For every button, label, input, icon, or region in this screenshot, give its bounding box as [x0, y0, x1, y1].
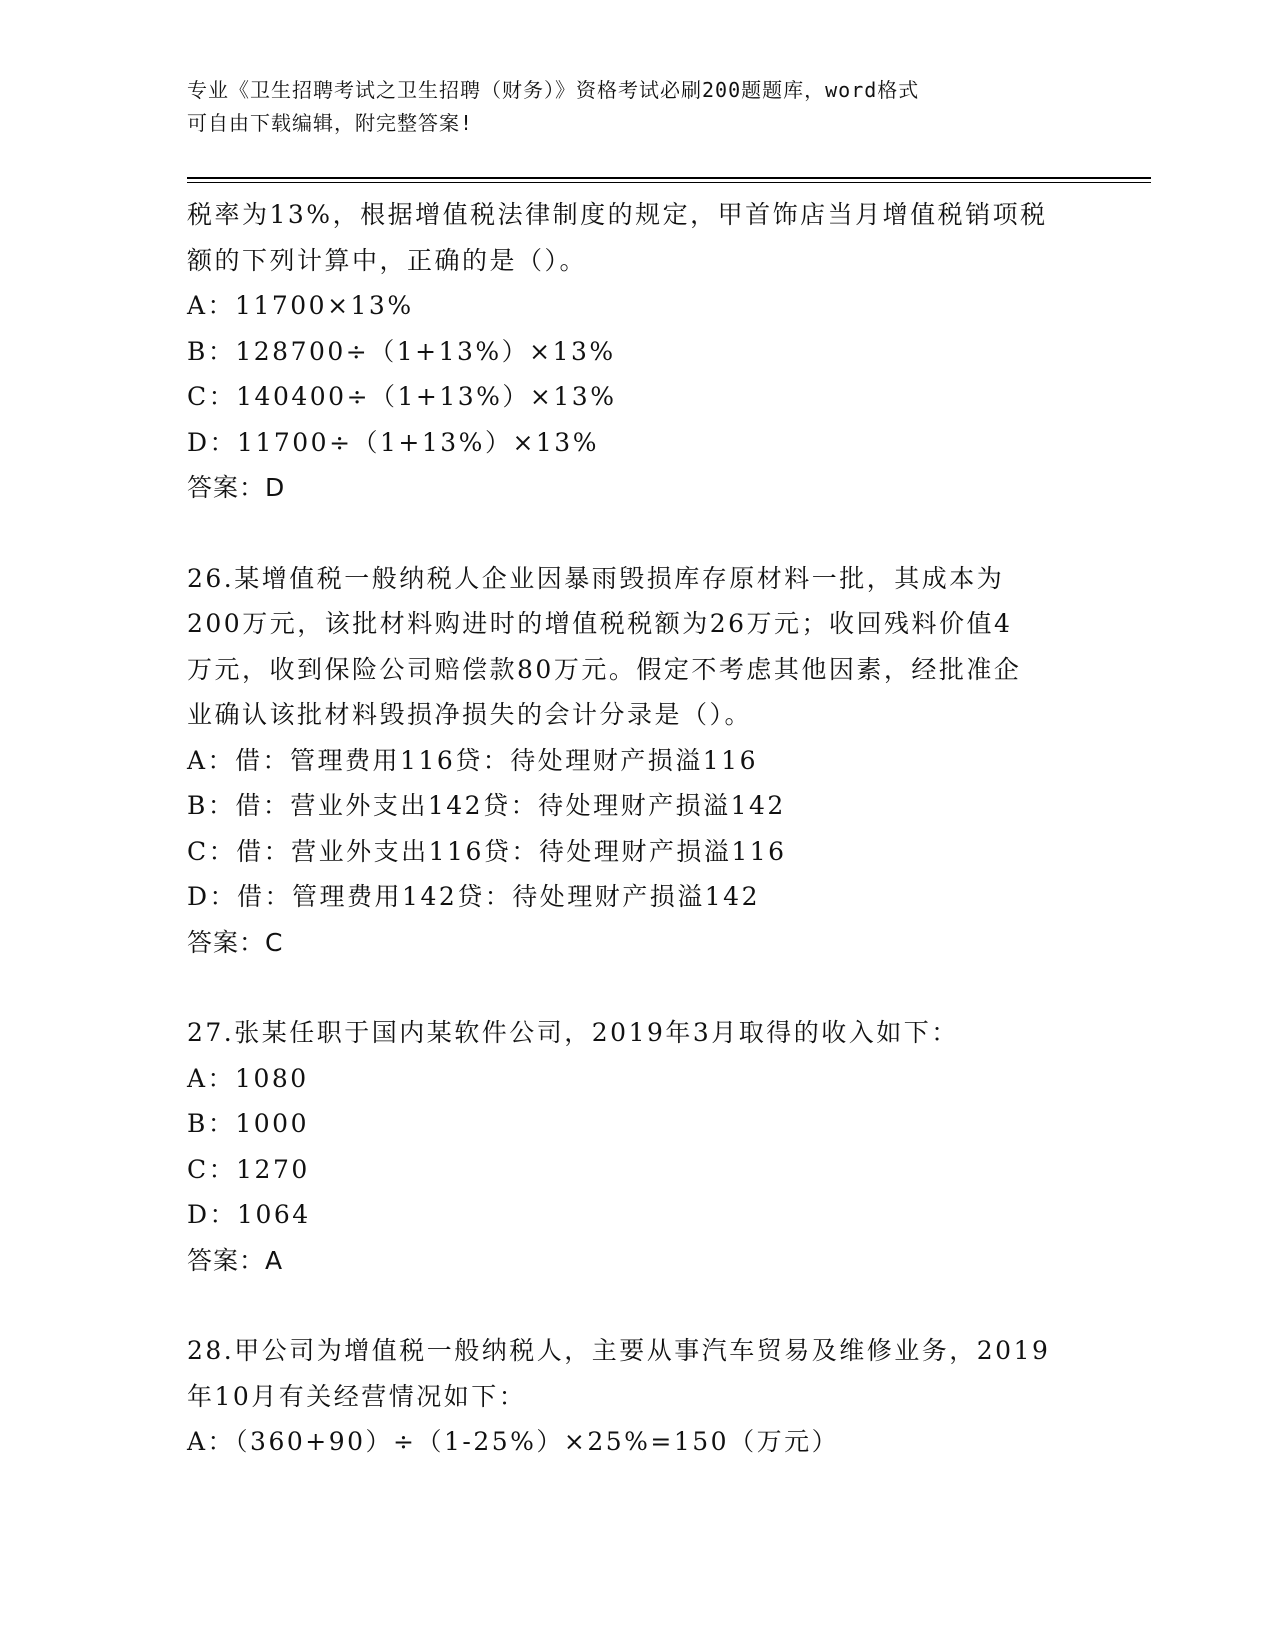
option-c: C：借：营业外支出116贷：待处理财产损溢116	[187, 836, 787, 866]
option-d: D：1064	[187, 1200, 311, 1229]
option-b: B：借：营业外支出142贷：待处理财产损溢142	[187, 791, 786, 820]
question-stem-line: 28.甲公司为增值税一般纳税人，主要从事汽车贸易及维修业务，2019	[187, 1336, 1051, 1365]
question-stem-line: 200万元，该批材料购进时的增值税税额为26万元；收回残料价值4	[187, 609, 1013, 638]
answer-label: 答案：C	[187, 927, 284, 957]
question-list	[187, 192, 1087, 1465]
answer-label: 答案：D	[187, 473, 286, 502]
option-d: D：借：管理费用142贷：待处理财产损溢142	[187, 882, 760, 911]
question-27	[187, 1010, 1087, 1283]
question-26	[187, 556, 1087, 966]
question-stem-line: 万元，收到保险公司赔偿款80万元。假定不考虑其他因素，经批准企	[187, 654, 1022, 684]
question-28	[187, 1328, 1087, 1465]
question-stem-line: 年10月有关经营情况如下：	[187, 1381, 527, 1411]
option-b: B：1000	[187, 1109, 309, 1138]
option-a: A：（360+90）÷（1-25%）×25%=150（万元）	[187, 1427, 840, 1456]
question-stem-line: 额的下列计算中，正确的是（）。	[187, 245, 588, 275]
question-stem-line: 业确认该批材料毁损净损失的会计分录是（）。	[187, 700, 753, 729]
spacer	[187, 511, 1087, 556]
question-stem-line: 26.某增值税一般纳税人企业因暴雨毁损库存原材料一批，其成本为	[187, 563, 1005, 593]
question-stem-line: 27.张某任职于国内某软件公司，2019年3月取得的收入如下：	[187, 1018, 959, 1047]
question-stem-line: 税率为13%，根据增值税法律制度的规定，甲首饰店当月增值税销项税	[187, 200, 1048, 229]
header-divider	[187, 177, 1151, 183]
option-c: C：1270	[187, 1154, 310, 1184]
spacer	[187, 965, 1087, 1010]
option-a: A：借：管理费用116贷：待处理财产损溢116	[187, 745, 758, 775]
header-title-line-2: 可自由下载编辑，附完整答案!	[187, 111, 474, 135]
spacer	[187, 1283, 1087, 1328]
option-a: A：1080	[187, 1063, 309, 1093]
option-c: C：140400÷（1+13%）×13%	[187, 382, 617, 411]
option-a: A：11700×13%	[187, 291, 414, 320]
document-header	[187, 74, 1067, 140]
option-b: B：128700÷（1+13%）×13%	[187, 336, 616, 366]
answer-label: 答案：A	[187, 1245, 284, 1275]
question-25	[187, 192, 1087, 511]
option-d: D：11700÷（1+13%）×13%	[187, 427, 599, 457]
header-title-line-1: 专业《卫生招聘考试之卫生招聘（财务）》资格考试必刷200题题库，word格式	[187, 78, 920, 102]
